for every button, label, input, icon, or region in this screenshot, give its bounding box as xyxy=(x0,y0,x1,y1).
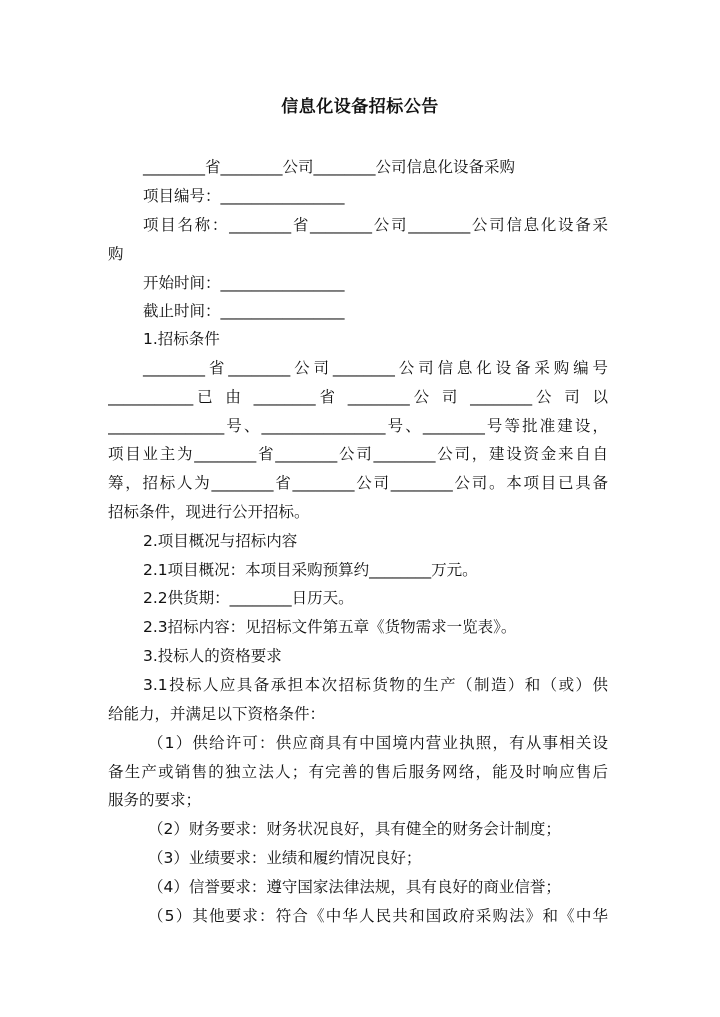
subsection-2-2: 2.2供货期：________日历天。 xyxy=(143,589,354,607)
project-header-line: ________省________公司________公司信息化设备采购 xyxy=(143,158,516,176)
document-title: 信息化设备招标公告 xyxy=(281,97,439,117)
paragraph-line: 给能力，并满足以下资格条件： xyxy=(108,705,326,723)
paragraph-line: ________省________公司________公司信息化设备采购编号 xyxy=(143,359,608,377)
requirement-1: （1）供给许可：供应商具有中国境内营业执照，有从事相关设 xyxy=(148,734,608,752)
start-time-line: 开始时间：________________ xyxy=(143,274,345,292)
project-number-line: 项目编号：________________ xyxy=(143,187,345,205)
requirement-5: （5）其他要求：符合《中华人民共和国政府采购法》和《中华 xyxy=(148,907,608,925)
requirement-3: （3）业绩要求：业绩和履约情况良好； xyxy=(148,849,422,867)
section-2-heading: 2.项目概况与招标内容 xyxy=(143,532,298,550)
paragraph-line: 服务的要求； xyxy=(108,791,202,809)
paragraph-line: 项目业主为________省________公司________公司，建设资金来自自 xyxy=(108,445,608,463)
paragraph-line: 筹，招标人为________省________公司________公司。本项目已具备 xyxy=(108,474,608,492)
subsection-2-3: 2.3招标内容：见招标文件第五章《货物需求一览表》。 xyxy=(143,618,517,636)
project-name-continuation: 购 xyxy=(108,245,124,263)
paragraph-line: ___________已 由 ________省 ________公 司 ________公 司 以 xyxy=(108,388,608,406)
paragraph-line: 备生产或销售的独立法人；有完善的售后服务网络，能及时响应售后 xyxy=(108,763,608,781)
end-time-line: 截止时间：________________ xyxy=(143,302,345,320)
section-1-heading: 1.招标条件 xyxy=(143,330,220,348)
paragraph-line: _______________号、________________号、________号等批准建设， xyxy=(108,417,608,435)
subsection-3-1: 3.1投标人应具备承担本次招标货物的生产（制造）和（或）供 xyxy=(143,676,608,694)
subsection-2-1: 2.1项目概况：本项目采购预算约________万元。 xyxy=(143,561,478,579)
project-name-line: 项目名称：________省________公司________公司信息化设备采 xyxy=(143,216,608,234)
section-3-heading: 3.投标人的资格要求 xyxy=(143,647,282,665)
requirement-4: （4）信誉要求：遵守国家法律法规，具有良好的商业信誉； xyxy=(148,878,561,896)
requirement-2: （2）财务要求：财务状况良好，具有健全的财务会计制度； xyxy=(148,820,561,838)
paragraph-line: 招标条件，现进行公开招标。 xyxy=(108,503,310,521)
